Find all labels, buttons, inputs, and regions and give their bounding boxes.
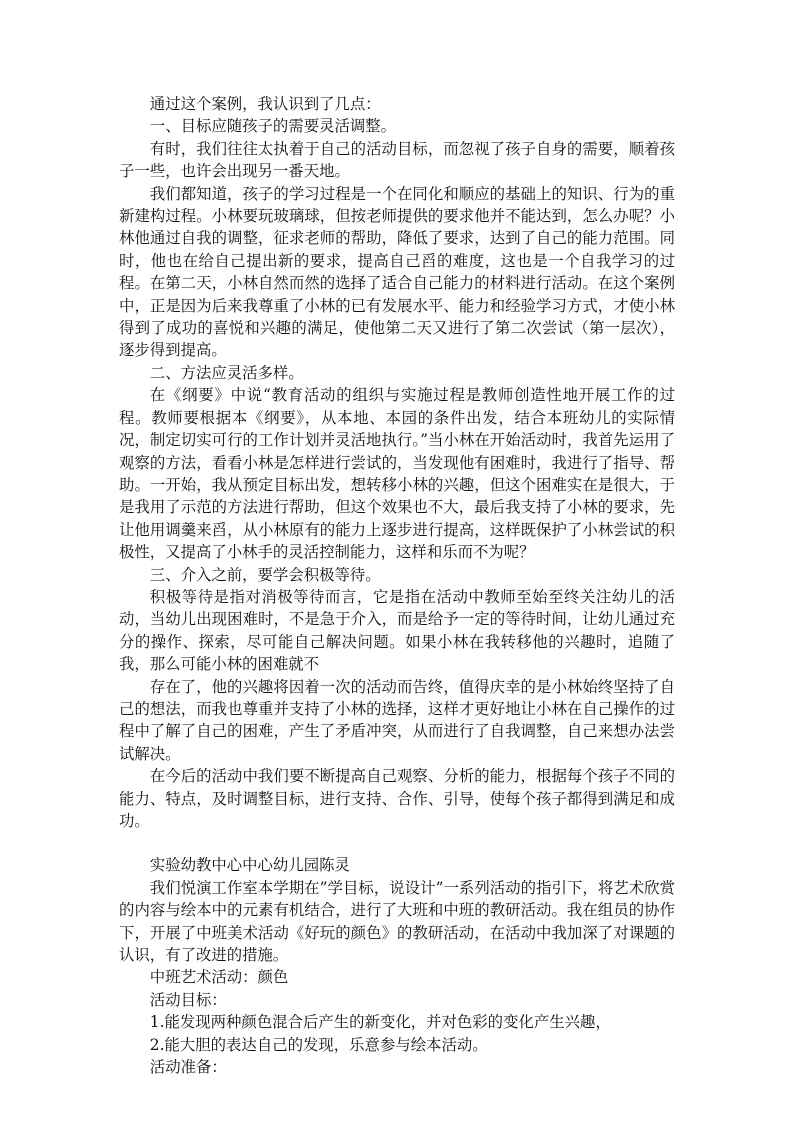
activity-title: 中班艺术活动：颜色: [149, 968, 289, 987]
activity-prep-label: 活动准备：: [149, 1058, 227, 1077]
body-paragraph: 在今后的活动中我们要不断提高自己观察、分析的能力，根据每个孩子不同的能力、特点，及时调整目标，进行支持、合作、引导，使每个孩子都得到满足和成功。: [119, 767, 675, 830]
author-line: 实验幼教中心中心幼儿园陈灵: [149, 856, 350, 875]
intro-paragraph: 通过这个案例，我认识到了几点：: [149, 95, 381, 113]
heading-point-two: 二、方法应灵活多样。: [149, 363, 304, 382]
body-paragraph: 积极等待是指对消极等待而言，它是指在活动中教师至始至终关注幼儿的活动，当幼儿出现困难时，不是急于介入，而是给予一定的等待时间，让幼儿通过充分的操作、探索，尽可能自己解决问题。如果小林在我转移他的兴趣时，追随了我，那么可能小林的困难就不: [119, 587, 675, 674]
document-body: [119, 93, 675, 1078]
heading-point-one: 一、目标应随孩子的需要灵活调整。: [149, 117, 397, 136]
body-paragraph: 有时，我们往往太执着于自己的活动目标，而忽视了孩子自身的需要，顺着孩子一些，也许会出现另一番天地。: [119, 139, 675, 181]
activity-goal-item: 1.能发现两种颜色混合后产生的新变化，并对色彩的变化产生兴趣，: [149, 1013, 611, 1032]
body-paragraph: 我们悦演工作室本学期在”学目标，说设计”一系列活动的指引下，将艺术欣赏的内容与绘本中的元素有机结合，进行了大班和中班的教研活动。我在组员的协作下，开展了中班美术活动《好玩的颜色》的教研活动，在活动中我加深了对课题的认识，有了改进的措施。: [119, 878, 675, 965]
heading-point-three: 三、介入之前，要学会积极等待。: [149, 565, 381, 584]
section-gap: [119, 832, 675, 854]
body-paragraph: 我们都知道，孩子的学习过程是一个在同化和顺应的基础上的知识、行为的重新建构过程。小林要玩玻璃球，但按老师提供的要求他并不能达到，怎么办呢？小林他通过自我的调整，征求老师的帮助，降低了要求，达到了自己的能力范围。同时，他也在给自己提出新的要求，提高自己舀的难度，这也是一个自我学习的过程。在第二天，小林自然而然的选择了适合自己能力的材料进行活动。在这个案例中，正是因为后来我尊重了小林的已有发展水平、能力和经验学习方式，才使小林得到了成功的喜悦和兴趣的满足，使他第二天又进行了第二次尝试（第一层次），逐步得到提高。: [119, 184, 675, 360]
body-paragraph: 在《纲要》中说“教育活动的组织与实施过程是教师创造性地开展工作的过程。教师要根据本《纲要》，从本地、本园的条件出发，结合本班幼儿的实际情况，制定切实可行的工作计划并灵活地执行。”当小林在开始活动时，我首先运用了观察的方法，看看小林是怎样进行尝试的，当发现他有困难时，我进行了指导、帮助。一开始，我从预定目标出发，想转移小林的兴趣，但这个困难实在是很大，于是我用了示范的方法进行帮助，但这个效果也不大，最后我支持了小林的要求，先让他用调羹来舀，从小林原有的能力上逐步进行提高，这样既保护了小林尝试的积极性，又提高了小林手的灵活控制能力，这样和乐而不为呢？: [119, 386, 675, 562]
body-paragraph: 存在了，他的兴趣将因着一次的活动而告终，值得庆幸的是小林始终坚持了自己的想法，而我也尊重并支持了小林的选择，这样才更好地让小林在自己操作的过程中了解了自己的困难，产生了矛盾冲突，从而进行了自我调整，自己来想办法尝试解决。: [119, 677, 675, 763]
activity-goals-label: 活动目标：: [149, 990, 227, 1009]
activity-goal-item: 2.能大胆的表达自己的发现，乐意参与绘本活动。: [149, 1035, 488, 1054]
